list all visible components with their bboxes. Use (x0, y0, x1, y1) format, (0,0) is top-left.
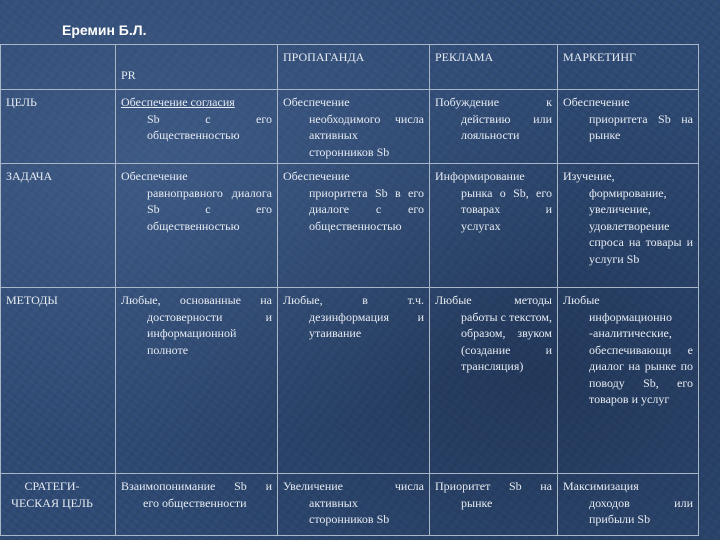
table-row-task (1, 164, 699, 288)
cell-text-rest: приоритета Sb в его диалоге с его общественностью (309, 185, 424, 233)
column-header-propaganda: ПРОПАГАНДА (278, 45, 430, 90)
table-row-strategic-goal (1, 474, 699, 536)
cell-task-propaganda (278, 164, 430, 288)
cell-text-first: Максимизация (563, 479, 639, 493)
cell-methods-marketing (558, 288, 699, 474)
cell-goal-pr (116, 90, 278, 164)
cell-text-first: Увеличение числа (283, 479, 424, 493)
cell-strategic-pr (116, 474, 278, 536)
cell-text-rest: дезинформация и утаивание (309, 309, 424, 340)
cell-text-first: Любые (563, 293, 600, 307)
table-row-methods (1, 288, 699, 474)
cell-text-rest: равноправного диалога Sb с его общественностью (147, 185, 272, 233)
cell-goal-reklama (430, 90, 558, 164)
cell-task-marketing (558, 164, 699, 288)
cell-text-first: Обеспечение (283, 95, 350, 109)
row-header-task: ЗАДАЧА (1, 164, 116, 288)
cell-text-rest: рынке (461, 495, 493, 510)
cell-text-first: Обеспечение согласия (121, 95, 235, 109)
column-header-reklama: РЕКЛАМА (430, 45, 558, 90)
cell-text-rest: необходимого числа активных сторонников Sb (309, 111, 424, 159)
cell-text-rest: действию или лояльности (461, 111, 552, 142)
cell-text-rest: информационно -аналитические, обеспечивающи е диалог на рынке по поводу Sb, его товаров и услуг (589, 309, 693, 406)
cell-text-rest: доходов или прибыли Sb (589, 495, 693, 526)
cell-methods-pr (116, 288, 278, 474)
row-header-strategic-goal (1, 474, 116, 536)
header-row (1, 45, 699, 90)
cell-methods-propaganda (278, 288, 430, 474)
row-header-text: СРАТЕГИ-ЧЕСКАЯ ЦЕЛЬ (11, 479, 93, 510)
cell-text-first: Информирование (435, 169, 525, 183)
cell-strategic-propaganda (278, 474, 430, 536)
row-header-goal: ЦЕЛЬ (1, 90, 116, 164)
cell-text-first: Побуждение к (435, 95, 552, 109)
cell-text-first: Любые методы (435, 293, 552, 307)
cell-text-rest: работы с текстом, образом, звуком (создание и трансляция) (461, 309, 552, 373)
cell-strategic-marketing (558, 474, 699, 536)
cell-text-first: Взаимопонимание Sb и (121, 479, 272, 493)
row-header-methods: МЕТОДЫ (1, 288, 116, 474)
cell-text-rest: формирование, увеличение, удовлетворение спроса на товары и услуги Sb (589, 185, 693, 266)
cell-text-first: Любые, в т.ч. (283, 293, 424, 307)
cell-text-rest: его общественности (143, 495, 247, 510)
cell-goal-marketing (558, 90, 699, 164)
cell-task-reklama (430, 164, 558, 288)
column-header-marketing: МАРКЕТИНГ (558, 45, 699, 90)
comparison-table (0, 44, 699, 536)
cell-text-rest: рынка о Sb, его товарах и услугах (461, 185, 552, 233)
cell-text-first: Любые, основанные на (121, 293, 272, 307)
cell-text-first: Приоритет Sb на (435, 479, 552, 493)
table-row-goal (1, 90, 699, 164)
cell-text-rest: Sb с его общественностью (147, 111, 272, 142)
cell-text-first: Обеспечение (563, 95, 630, 109)
cell-task-pr (116, 164, 278, 288)
corner-cell (1, 45, 116, 90)
cell-goal-propaganda (278, 90, 430, 164)
cell-text-rest: достоверности и информационной полноте (147, 309, 272, 357)
cell-text-rest: активных сторонников Sb (309, 495, 390, 526)
cell-text-first: Обеспечение (121, 169, 188, 183)
cell-strategic-reklama (430, 474, 558, 536)
cell-text-rest: приоритета Sb на рынке (589, 111, 693, 142)
cell-text-first: Обеспечение (283, 169, 350, 183)
cell-methods-reklama (430, 288, 558, 474)
column-header-pr: PR (116, 45, 278, 90)
cell-text-first: Изучение, (563, 169, 615, 183)
author-name: Еремин Б.Л. (62, 22, 147, 38)
